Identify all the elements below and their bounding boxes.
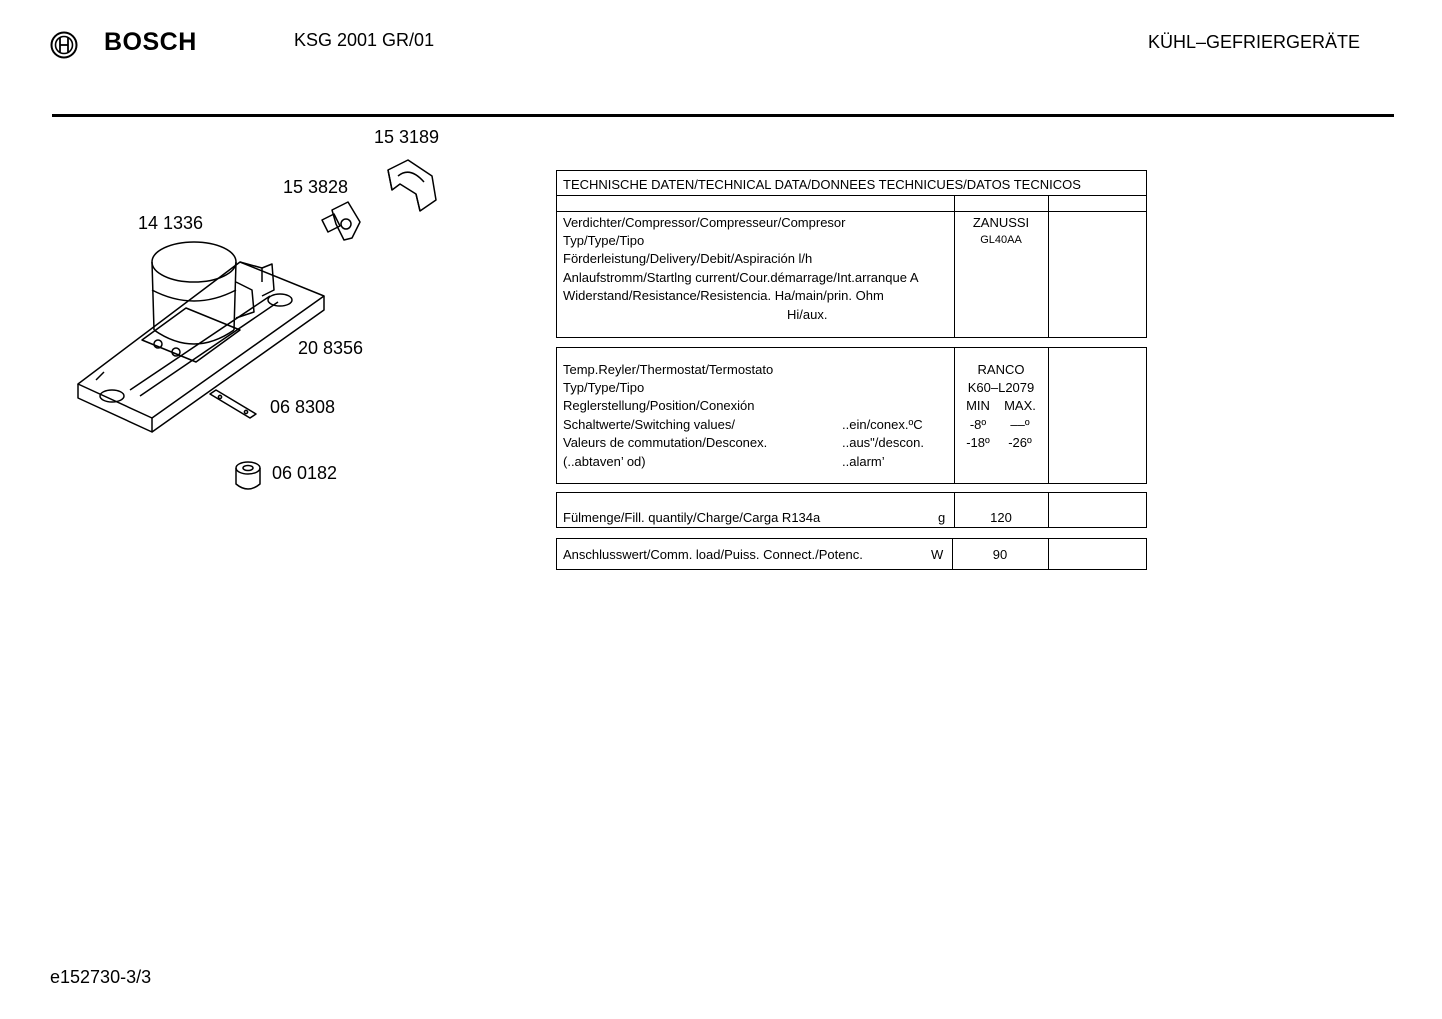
- thermostat-table: [556, 347, 1147, 484]
- model-number: KSG 2001 GR/01: [294, 30, 435, 50]
- compressor-parts-drawing: [60, 130, 480, 510]
- connected-load-unit: W: [931, 547, 944, 562]
- compressor-row-label: Anlaufstromm/Startlng current/Cour.démarrage/Int.arranque A: [563, 270, 919, 285]
- compressor-maker: ZANUSSI: [972, 215, 1030, 230]
- thermostat-row-label: Temp.Reyler/Thermostat/Termostato: [563, 362, 774, 377]
- fill-quantity-unit: g: [938, 510, 946, 525]
- part-number-label: 06 0182: [272, 463, 338, 483]
- thermostat-row-label: Reglerstellung/Position/Conexión: [563, 398, 755, 413]
- part-number-label: 15 3828: [283, 177, 349, 197]
- compressor-table: [556, 211, 1147, 338]
- compressor-row-label: Hi/aux.: [787, 307, 828, 322]
- connected-load-label: Anschlusswert/Comm. load/Puiss. Connect./Potenc.: [563, 547, 863, 562]
- technical-data-title-box: [556, 170, 1147, 196]
- bosch-logo-icon: [50, 31, 78, 59]
- part-number-label: 14 1336: [138, 213, 204, 233]
- column-header-strip: [556, 195, 1147, 212]
- compressor-row-label: Widerstand/Resistance/Resistencia. Ha/main/prin. Ohm: [563, 288, 884, 303]
- connected-load-table: [556, 538, 1147, 570]
- thermostat-row-label: Typ/Type/Tipo: [563, 380, 645, 395]
- thermostat-row-label: (..abtaven’ od): [563, 454, 646, 469]
- switch-off-min: -18º: [966, 435, 990, 450]
- document-code: e152730-3/3: [50, 967, 152, 987]
- max-label: MAX.: [1004, 398, 1036, 413]
- category-title: KÜHL–GEFRIERGERÄTE: [1148, 32, 1361, 52]
- part-number-label: 20 8356: [298, 338, 364, 358]
- switch-on-max: ––º: [1010, 417, 1030, 432]
- part-number-label: 06 8308: [270, 397, 336, 417]
- compressor-row-label: Typ/Type/Tipo: [563, 233, 645, 248]
- compressor-type: GL40AA: [980, 234, 1022, 246]
- thermostat-row-label: Valeurs de commutation/Desconex.: [563, 435, 768, 450]
- min-label: MIN: [966, 398, 990, 413]
- compressor-row-label: Verdichter/Compressor/Compresseur/Compresor: [563, 215, 846, 230]
- switching-on-label: ..ein/conex.ºC: [842, 417, 923, 432]
- technical-data-title: TECHNISCHE DATEN/TECHNICAL DATA/DONNEES TECHNICUES/DATOS TECNICOS: [563, 177, 1081, 192]
- connected-load-value: 90: [992, 547, 1008, 562]
- thermostat-row-label: Schaltwerte/Switching values/: [563, 417, 735, 432]
- thermostat-type: K60–L2079: [967, 380, 1035, 395]
- fill-quantity-label: Fülmenge/Fill. quantily/Charge/Carga R134a: [563, 510, 821, 525]
- brand-name: BOSCH: [104, 28, 197, 56]
- fill-quantity-table: [556, 492, 1147, 528]
- compressor-row-label: Förderleistung/Delivery/Debit/Aspiración l/h: [563, 251, 813, 266]
- switching-off-label: ..aus"/descon.: [842, 435, 924, 450]
- switch-off-max: -26º: [1008, 435, 1032, 450]
- part-number-label: 15 3189: [374, 127, 440, 147]
- alarm-label: ..alarm’: [842, 454, 885, 469]
- header-rule: [52, 114, 1394, 117]
- switch-on-min: -8º: [969, 417, 987, 432]
- fill-quantity-value: 120: [990, 510, 1012, 525]
- thermostat-maker: RANCO: [977, 362, 1025, 377]
